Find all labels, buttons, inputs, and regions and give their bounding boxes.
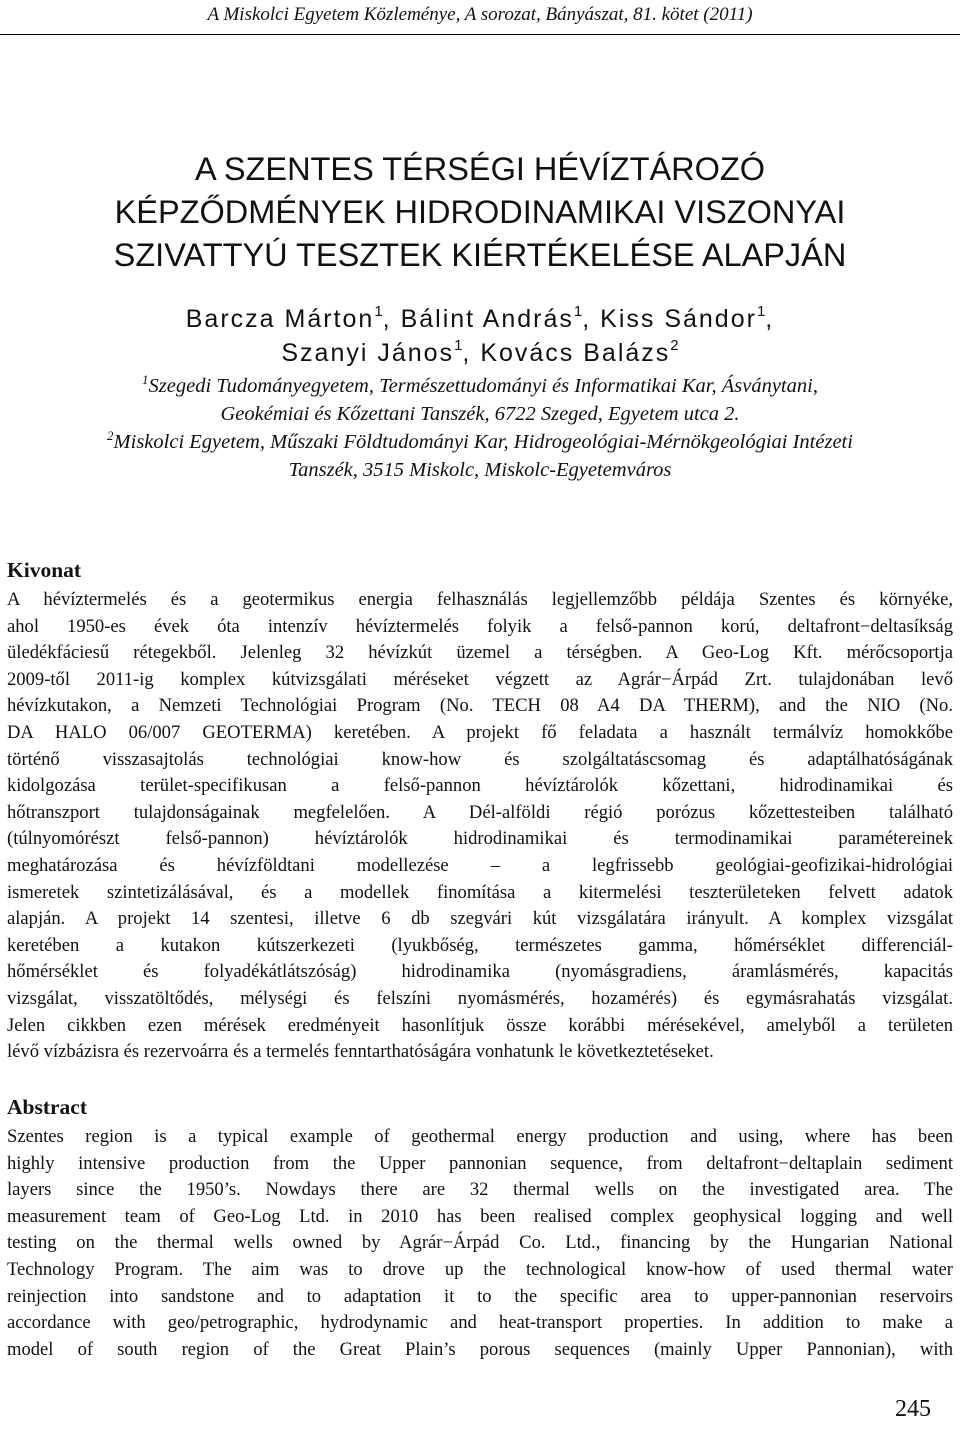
title-line-3: SZIVATTYÚ TESZTEK KIÉRTÉKELÉSE ALAPJÁN: [113, 237, 847, 273]
text-line: hévízkutakon, a Nemzeti Technológiai Program (No. TECH 08 A4 DA THERM), and the NIO (No.: [7, 695, 953, 717]
text-line: hőmérséklet és folyadékátlátszóság) hidrodinamika (nyomásgradiens, áramlásmérés, kapacitás: [7, 961, 953, 983]
author-affil-sup: 2: [670, 337, 679, 354]
author-affil-sup: 1: [374, 303, 383, 320]
text-line: layers since the 1950’s. Nowdays there are 32 thermal wells on the investigated area. The: [7, 1179, 953, 1201]
title-line-2: KÉPZŐDMÉNYEK HIDRODINAMIKAI VISZONYAI: [114, 194, 846, 230]
author-name: Szanyi János: [281, 339, 455, 367]
text-line: üledékfáciesű rétegekből. Jelenleg 32 hévízkút üzemel a térségben. A Geo-Log Kft. mérőcsoportja: [7, 642, 953, 664]
author-affil-sup: 1: [573, 303, 583, 320]
text-line: alapján. A projekt 14 szentesi, illetve 6 db szegvári kút vizsgálatára irányult. A komplex vizsgálat: [7, 908, 953, 930]
affiliations: [0, 372, 960, 484]
text-line: reinjection into sandstone and to adaptation it to the specific area to upper-pannonian reservoirs: [7, 1285, 953, 1307]
author-list: [0, 302, 960, 370]
text-line: történő visszasajtolás technológiai know-how és szolgáltatáscsomag és adaptálhatóságának: [7, 748, 953, 770]
author-separator: ,: [765, 305, 775, 333]
author-name: Barcza Márton: [185, 305, 375, 333]
text-line: measurement team of Geo-Log Ltd. in 2010 has been realised complex geophysical logging and well: [7, 1205, 953, 1227]
text-line: Jelen cikkben ezen mérések eredményeit hasonlítjuk össze korábbi mérésekével, amelyből a területen: [7, 1014, 953, 1036]
author-line-2: [0, 336, 960, 370]
affiliation-text: Szegedi Tudományegyetem, Természettudományi és Informatikai Kar, Ásványtani,: [148, 375, 818, 397]
text-line: accordance with geo/petrographic, hydrodynamic and heat-transport properties. In addition to make a: [7, 1312, 953, 1334]
text-line: testing on the thermal wells owned by Agrár−Árpád Co. Ltd., financing by the Hungarian National: [7, 1232, 953, 1254]
affiliation-1-line-1: [0, 372, 960, 400]
author-separator: ,: [582, 305, 601, 333]
affiliation-2-line-1: [0, 428, 960, 456]
kivonat-body: [7, 587, 953, 1066]
paper-title: [0, 148, 960, 277]
author-affil-sup: 1: [756, 303, 766, 320]
affiliation-1-line-2: Geokémiai és Kőzettani Tanszék, 6722 Szeged, Egyetem utca 2.: [220, 403, 740, 425]
abstract-body: [7, 1124, 953, 1363]
author-name: Bálint András: [400, 305, 574, 333]
author-name: Kovács Balázs: [480, 339, 671, 367]
text-line: 2009-től 2011-ig komplex kútvizsgálati méréseket végzett az Agrár−Árpád Zrt. tulajdonában levő: [7, 668, 953, 690]
text-line: (túlnyomórészt felső-pannon) hévíztárolók hidrodinamikai és termodinamikai paramétereinek: [7, 828, 953, 850]
abstract-heading: Abstract: [7, 1095, 88, 1119]
text-line: lévő vízbázisra és rezervoárra és a termelés fenntarthatóságára vonhatunk le következtetéseket.: [7, 1041, 714, 1063]
text-line: DA HALO 06/007 GEOTERMA) keretében. A projekt fő feladata a használt termálvíz homokkőbe: [7, 721, 953, 743]
running-header-text: A Miskolci Egyetem Közleménye, A sorozat, Bányászat, 81. kötet (2011): [207, 4, 753, 25]
text-line: kidolgozása terület-specifikusan a felső-pannon hévíztárolók kőzettani, hidrodinamikai és: [7, 775, 953, 797]
text-line: model of south region of the Great Plain’s porous sequences (mainly Upper Pannonian), with: [7, 1338, 953, 1360]
page-number: 245: [895, 1396, 931, 1422]
text-line: meghatározása és hévízföldtani modellezése – a legfrissebb geológiai-geofizikai-hidrológiai: [7, 854, 953, 876]
text-line: Szentes region is a typical example of geothermal energy production and using, where has been: [7, 1126, 953, 1147]
author-separator: ,: [462, 339, 481, 367]
affiliation-sup: 1: [142, 372, 149, 387]
author-separator: ,: [382, 305, 401, 333]
text-line: hőtranszport tulajdonságainak megfelelően. A Dél-alföldi régió porózus kőzettesteiben található: [7, 801, 953, 823]
text-line: ismeretek szintetizálásával, és a modellek finomítása a kitermelési teszterületeken felvett adatok: [7, 881, 953, 903]
text-line: Technology Program. The aim was to drove up the technological know-how of used thermal water: [7, 1258, 953, 1280]
affiliation-2-line-2: Tanszék, 3515 Miskolc, Miskolc-Egyetemváros: [288, 459, 672, 481]
text-line: A hévíztermelés és a geotermikus energia felhasználás legjellemzőbb példája Szentes és környéke,: [7, 589, 953, 610]
text-line: keretében a kutakon kútszerkezeti (lyukbőség, természetes gamma, hőmérséklet differenciál-: [7, 934, 953, 956]
affiliation-sup: 2: [107, 428, 114, 443]
text-line: ahol 1950-es évek óta intenzív hévíztermelés folyik a felső-pannon korú, deltafront−deltasíkság: [7, 615, 953, 637]
author-name: Kiss Sándor: [600, 305, 757, 333]
header-rule: [0, 34, 960, 35]
kivonat-heading: Kivonat: [7, 558, 82, 582]
affiliation-text: Miskolci Egyetem, Műszaki Földtudományi Kar, Hidrogeológiai-Mérnökgeológiai Intézeti: [113, 431, 853, 453]
title-line-1: A SZENTES TÉRSÉGI HÉVÍZTÁROZÓ: [194, 151, 766, 187]
text-line: vizsgálat, visszatöltődés, mélységi és felszíni nyomásmérés, hozamérés) és egymásrahatás vizsgálat.: [7, 987, 953, 1009]
author-affil-sup: 1: [454, 337, 463, 354]
text-line: highly intensive production from the Upper pannonian sequence, from deltafront−deltaplain sediment: [7, 1152, 953, 1174]
author-line-1: [0, 302, 960, 336]
